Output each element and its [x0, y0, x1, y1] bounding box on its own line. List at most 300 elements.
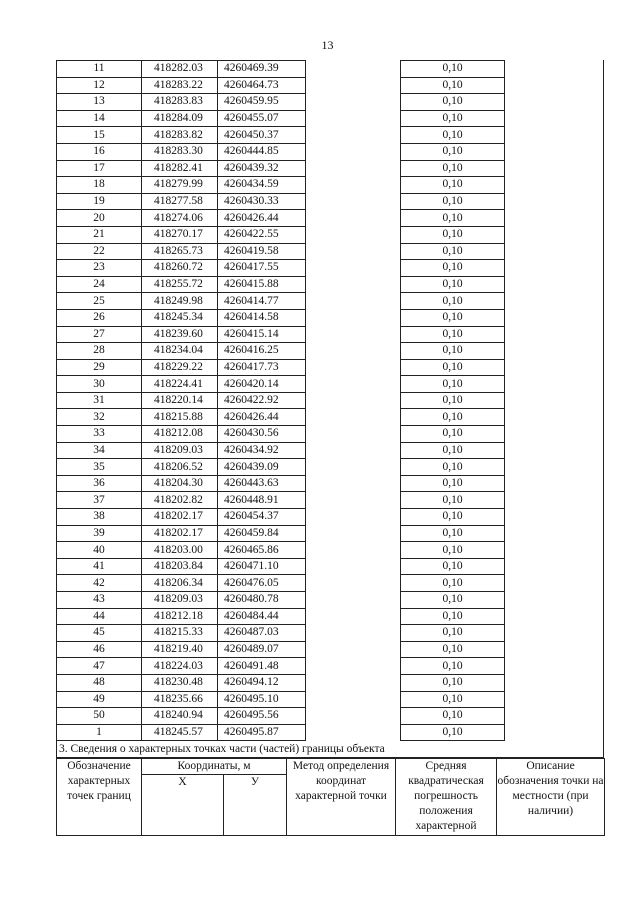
coord-y: 4260450.37 [218, 127, 306, 144]
method-cell [306, 625, 401, 642]
coord-x: 418224.03 [142, 658, 218, 675]
method-cell [306, 658, 401, 675]
method-cell [306, 509, 401, 526]
description-cell [505, 426, 605, 443]
error-value: 0,10 [401, 558, 505, 575]
error-value: 0,10 [401, 243, 505, 260]
point-number: 40 [57, 542, 142, 559]
description-cell [505, 409, 605, 426]
coord-x: 418283.30 [142, 143, 218, 160]
table-row [57, 608, 605, 625]
coord-y: 4260454.37 [218, 509, 306, 526]
coord-y: 4260415.14 [218, 326, 306, 343]
method-cell [306, 691, 401, 708]
method-cell [306, 575, 401, 592]
table-row [57, 160, 605, 177]
coord-x: 418215.88 [142, 409, 218, 426]
coord-y: 4260489.07 [218, 641, 306, 658]
method-cell [306, 127, 401, 144]
coord-x: 418274.06 [142, 210, 218, 227]
error-value: 0,10 [401, 459, 505, 476]
point-number: 12 [57, 77, 142, 94]
method-cell [306, 160, 401, 177]
coord-x: 418270.17 [142, 226, 218, 243]
error-value: 0,10 [401, 691, 505, 708]
coord-x: 418277.58 [142, 193, 218, 210]
coord-y: 4260476.05 [218, 575, 306, 592]
table-row [57, 210, 605, 227]
point-number: 15 [57, 127, 142, 144]
error-value: 0,10 [401, 724, 505, 741]
point-number: 11 [57, 61, 142, 78]
point-number: 22 [57, 243, 142, 260]
point-number: 41 [57, 558, 142, 575]
table-row [57, 343, 605, 360]
description-cell [505, 61, 605, 78]
error-value: 0,10 [401, 177, 505, 194]
error-value: 0,10 [401, 193, 505, 210]
table-row [57, 409, 605, 426]
error-value: 0,10 [401, 392, 505, 409]
coord-x: 418245.34 [142, 309, 218, 326]
coord-x: 418203.84 [142, 558, 218, 575]
coord-y: 4260422.92 [218, 392, 306, 409]
point-number: 49 [57, 691, 142, 708]
coord-y: 4260480.78 [218, 592, 306, 609]
description-cell [505, 674, 605, 691]
coord-y: 4260464.73 [218, 77, 306, 94]
method-cell [306, 177, 401, 194]
error-value: 0,10 [401, 376, 505, 393]
description-cell [505, 309, 605, 326]
table-row [57, 575, 605, 592]
coord-y: 4260459.84 [218, 525, 306, 542]
table-row [57, 226, 605, 243]
table-row [57, 243, 605, 260]
method-cell [306, 392, 401, 409]
coord-y: 4260471.10 [218, 558, 306, 575]
method-cell [306, 143, 401, 160]
method-cell [306, 293, 401, 310]
table-row [57, 177, 605, 194]
description-cell [505, 641, 605, 658]
description-cell [505, 658, 605, 675]
description-cell [505, 160, 605, 177]
error-value: 0,10 [401, 226, 505, 243]
method-cell [306, 77, 401, 94]
coord-y: 4260465.86 [218, 542, 306, 559]
coord-y: 4260426.44 [218, 210, 306, 227]
point-number: 19 [57, 193, 142, 210]
table-row [57, 392, 605, 409]
point-number: 16 [57, 143, 142, 160]
method-cell [306, 558, 401, 575]
point-number: 21 [57, 226, 142, 243]
table-row [57, 193, 605, 210]
section-3-header-table [56, 758, 605, 836]
method-cell [306, 243, 401, 260]
error-value: 0,10 [401, 326, 505, 343]
method-cell [306, 442, 401, 459]
description-cell [505, 575, 605, 592]
description-cell [505, 343, 605, 360]
error-value: 0,10 [401, 475, 505, 492]
description-cell [505, 127, 605, 144]
method-cell [306, 608, 401, 625]
error-value: 0,10 [401, 509, 505, 526]
point-number: 25 [57, 293, 142, 310]
coord-x: 418282.03 [142, 61, 218, 78]
description-cell [505, 442, 605, 459]
coord-x: 418209.03 [142, 592, 218, 609]
point-number: 20 [57, 210, 142, 227]
section-3-title: 3. Сведения о характерных точках части (частей) границы объекта [56, 741, 604, 758]
description-cell [505, 592, 605, 609]
method-cell [306, 359, 401, 376]
point-number: 1 [57, 724, 142, 741]
point-number: 28 [57, 343, 142, 360]
page-number: 13 [321, 38, 334, 52]
coord-x: 418220.14 [142, 392, 218, 409]
point-number: 44 [57, 608, 142, 625]
coord-y: 4260422.55 [218, 226, 306, 243]
coord-y: 4260443.63 [218, 475, 306, 492]
coord-x: 418215.33 [142, 625, 218, 642]
method-cell [306, 61, 401, 78]
error-value: 0,10 [401, 608, 505, 625]
method-cell [306, 309, 401, 326]
table-row [57, 525, 605, 542]
error-value: 0,10 [401, 127, 505, 144]
table-row [57, 558, 605, 575]
coord-y: 4260495.87 [218, 724, 306, 741]
method-cell [306, 260, 401, 277]
description-cell [505, 276, 605, 293]
error-value: 0,10 [401, 359, 505, 376]
description-cell [505, 625, 605, 642]
error-value: 0,10 [401, 708, 505, 725]
error-value: 0,10 [401, 160, 505, 177]
error-value: 0,10 [401, 210, 505, 227]
error-value: 0,10 [401, 592, 505, 609]
method-cell [306, 475, 401, 492]
description-cell [505, 193, 605, 210]
method-cell [306, 94, 401, 111]
coord-y: 4260417.73 [218, 359, 306, 376]
table-row [57, 724, 605, 741]
table-row [57, 77, 605, 94]
coord-x: 418249.98 [142, 293, 218, 310]
point-number: 38 [57, 509, 142, 526]
description-cell [505, 475, 605, 492]
point-number: 31 [57, 392, 142, 409]
point-number: 18 [57, 177, 142, 194]
table-row [57, 592, 605, 609]
point-number: 14 [57, 110, 142, 127]
table-row [57, 708, 605, 725]
coordinates-sheet [56, 60, 604, 836]
right-border-line [603, 60, 604, 744]
table-row [57, 61, 605, 78]
coord-x: 418235.66 [142, 691, 218, 708]
header-coordinates: Координаты, м [142, 759, 287, 775]
method-cell [306, 326, 401, 343]
error-value: 0,10 [401, 674, 505, 691]
description-cell [505, 492, 605, 509]
coord-y: 4260426.44 [218, 409, 306, 426]
point-number: 34 [57, 442, 142, 459]
coord-y: 4260430.33 [218, 193, 306, 210]
method-cell [306, 724, 401, 741]
method-cell [306, 226, 401, 243]
error-value: 0,10 [401, 575, 505, 592]
header-designation: Обозначение характерных точек границ [57, 759, 142, 836]
coord-x: 418202.82 [142, 492, 218, 509]
coord-y: 4260444.85 [218, 143, 306, 160]
table-row [57, 326, 605, 343]
coord-y: 4260434.59 [218, 177, 306, 194]
header-error: Средняя квадратическая погрешность положения характерной [396, 759, 497, 836]
table-row [57, 143, 605, 160]
coord-x: 418255.72 [142, 276, 218, 293]
error-value: 0,10 [401, 309, 505, 326]
coord-x: 418240.94 [142, 708, 218, 725]
point-number: 26 [57, 309, 142, 326]
coord-x: 418284.09 [142, 110, 218, 127]
error-value: 0,10 [401, 492, 505, 509]
coord-y: 4260420.14 [218, 376, 306, 393]
coord-y: 4260416.25 [218, 343, 306, 360]
coord-x: 418224.41 [142, 376, 218, 393]
table-row [57, 94, 605, 111]
method-cell [306, 492, 401, 509]
point-number: 42 [57, 575, 142, 592]
table-row [57, 459, 605, 476]
method-cell [306, 674, 401, 691]
coord-x: 418245.57 [142, 724, 218, 741]
error-value: 0,10 [401, 293, 505, 310]
coord-x: 418279.99 [142, 177, 218, 194]
coord-y: 4260439.32 [218, 160, 306, 177]
point-number: 48 [57, 674, 142, 691]
coord-y: 4260495.56 [218, 708, 306, 725]
description-cell [505, 392, 605, 409]
coord-x: 418212.08 [142, 426, 218, 443]
error-value: 0,10 [401, 625, 505, 642]
description-cell [505, 77, 605, 94]
method-cell [306, 641, 401, 658]
description-cell [505, 376, 605, 393]
method-cell [306, 525, 401, 542]
error-value: 0,10 [401, 343, 505, 360]
coord-x: 418206.34 [142, 575, 218, 592]
description-cell [505, 558, 605, 575]
coord-y: 4260494.12 [218, 674, 306, 691]
point-number: 29 [57, 359, 142, 376]
table-row [57, 309, 605, 326]
description-cell [505, 226, 605, 243]
point-number: 35 [57, 459, 142, 476]
coord-y: 4260414.77 [218, 293, 306, 310]
point-number: 13 [57, 94, 142, 111]
coord-x: 418260.72 [142, 260, 218, 277]
description-cell [505, 326, 605, 343]
coord-x: 418219.40 [142, 641, 218, 658]
coord-x: 418283.82 [142, 127, 218, 144]
description-cell [505, 724, 605, 741]
method-cell [306, 110, 401, 127]
coord-x: 418203.00 [142, 542, 218, 559]
description-cell [505, 459, 605, 476]
coord-y: 4260415.88 [218, 276, 306, 293]
error-value: 0,10 [401, 77, 505, 94]
table-row [57, 691, 605, 708]
point-number: 27 [57, 326, 142, 343]
method-cell [306, 426, 401, 443]
error-value: 0,10 [401, 525, 505, 542]
method-cell [306, 343, 401, 360]
coord-y: 4260495.10 [218, 691, 306, 708]
description-cell [505, 708, 605, 725]
error-value: 0,10 [401, 143, 505, 160]
coord-y: 4260487.03 [218, 625, 306, 642]
method-cell [306, 708, 401, 725]
coord-x: 418202.17 [142, 525, 218, 542]
coord-x: 418230.48 [142, 674, 218, 691]
table-row [57, 658, 605, 675]
point-number: 39 [57, 525, 142, 542]
coord-x: 418265.73 [142, 243, 218, 260]
coord-y: 4260439.09 [218, 459, 306, 476]
point-number: 45 [57, 625, 142, 642]
description-cell [505, 243, 605, 260]
table-row [57, 542, 605, 559]
table-row [57, 625, 605, 642]
coordinates-table [56, 60, 605, 741]
point-number: 32 [57, 409, 142, 426]
method-cell [306, 592, 401, 609]
coord-y: 4260417.55 [218, 260, 306, 277]
coord-y: 4260434.92 [218, 442, 306, 459]
point-number: 37 [57, 492, 142, 509]
description-cell [505, 260, 605, 277]
method-cell [306, 193, 401, 210]
coord-x: 418239.60 [142, 326, 218, 343]
coord-y: 4260459.95 [218, 94, 306, 111]
table-row [57, 509, 605, 526]
coord-y: 4260448.91 [218, 492, 306, 509]
method-cell [306, 210, 401, 227]
description-cell [505, 359, 605, 376]
error-value: 0,10 [401, 409, 505, 426]
table-row [57, 127, 605, 144]
description-cell [505, 143, 605, 160]
description-cell [505, 293, 605, 310]
point-number: 30 [57, 376, 142, 393]
table-row [57, 293, 605, 310]
table-row [57, 641, 605, 658]
error-value: 0,10 [401, 658, 505, 675]
error-value: 0,10 [401, 61, 505, 78]
table-row [57, 492, 605, 509]
error-value: 0,10 [401, 94, 505, 111]
table-row [57, 674, 605, 691]
error-value: 0,10 [401, 442, 505, 459]
error-value: 0,10 [401, 641, 505, 658]
method-cell [306, 376, 401, 393]
error-value: 0,10 [401, 276, 505, 293]
error-value: 0,10 [401, 110, 505, 127]
table-row [57, 110, 605, 127]
table-row [57, 359, 605, 376]
coord-x: 418282.41 [142, 160, 218, 177]
header-method: Метод определения координат характерной точки [287, 759, 396, 836]
description-cell [505, 110, 605, 127]
coord-x: 418206.52 [142, 459, 218, 476]
description-cell [505, 509, 605, 526]
coord-x: 418283.83 [142, 94, 218, 111]
description-cell [505, 177, 605, 194]
point-number: 36 [57, 475, 142, 492]
error-value: 0,10 [401, 542, 505, 559]
coord-x: 418234.04 [142, 343, 218, 360]
point-number: 50 [57, 708, 142, 725]
method-cell [306, 276, 401, 293]
header-description: Описание обозначения точки на местности (при наличии) [497, 759, 605, 836]
table-row [57, 475, 605, 492]
method-cell [306, 459, 401, 476]
table-row [57, 376, 605, 393]
coord-y: 4260491.48 [218, 658, 306, 675]
point-number: 47 [57, 658, 142, 675]
header-y: У [224, 775, 287, 836]
point-number: 23 [57, 260, 142, 277]
coord-x: 418229.22 [142, 359, 218, 376]
description-cell [505, 691, 605, 708]
point-number: 17 [57, 160, 142, 177]
coord-y: 4260484.44 [218, 608, 306, 625]
coord-y: 4260414.58 [218, 309, 306, 326]
table-row [57, 260, 605, 277]
point-number: 24 [57, 276, 142, 293]
coord-x: 418283.22 [142, 77, 218, 94]
point-number: 43 [57, 592, 142, 609]
description-cell [505, 542, 605, 559]
coord-x: 418212.18 [142, 608, 218, 625]
coord-y: 4260469.39 [218, 61, 306, 78]
point-number: 46 [57, 641, 142, 658]
coord-x: 418204.30 [142, 475, 218, 492]
coord-y: 4260430.56 [218, 426, 306, 443]
table-row [57, 276, 605, 293]
table-row [57, 442, 605, 459]
point-number: 33 [57, 426, 142, 443]
method-cell [306, 409, 401, 426]
header-x: X [142, 775, 224, 836]
table-row [57, 426, 605, 443]
coord-y: 4260455.07 [218, 110, 306, 127]
error-value: 0,10 [401, 426, 505, 443]
coord-x: 418202.17 [142, 509, 218, 526]
error-value: 0,10 [401, 260, 505, 277]
description-cell [505, 608, 605, 625]
method-cell [306, 542, 401, 559]
description-cell [505, 94, 605, 111]
description-cell [505, 210, 605, 227]
coord-x: 418209.03 [142, 442, 218, 459]
coord-y: 4260419.58 [218, 243, 306, 260]
description-cell [505, 525, 605, 542]
